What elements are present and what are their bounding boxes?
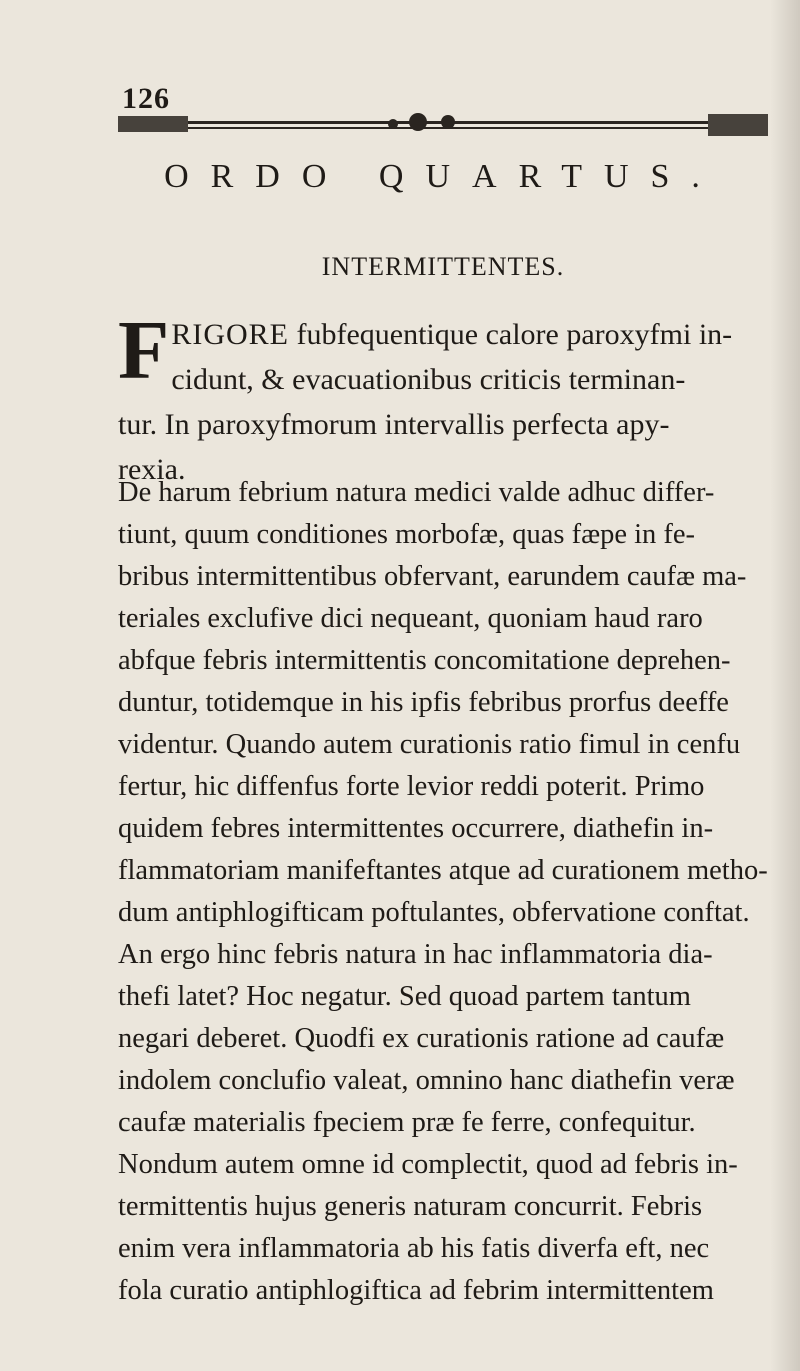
- decorative-head-rule-icon: [118, 110, 768, 140]
- page-number: 126: [122, 82, 170, 115]
- paragraph-main: [118, 472, 773, 1312]
- lead-word: RIGORE: [171, 318, 289, 351]
- paragraph-line: fertur, hic diffenfus forte levior reddi poterit. Primo: [118, 771, 705, 802]
- section-subtitle: INTERMITTENTES.: [321, 252, 565, 281]
- page-edge-shadow: [770, 0, 800, 1371]
- paragraph-line: enim vera inflammatoria ab his fatis diverfa eft, nec: [118, 1233, 710, 1264]
- paragraph-line: caufæ materialis fpeciem præ fe ferre, confequitur.: [118, 1107, 696, 1138]
- paragraph-line: thefi latet? Hoc negatur. Sed quoad partem tantum: [118, 981, 691, 1012]
- paragraph-line: flammatoriam manifeftantes atque ad curationem metho-: [118, 855, 768, 886]
- paragraph-line: indolem conclufio valeat, omnino hanc diathefin veræ: [118, 1065, 735, 1096]
- paragraph-line: An ergo hinc febris natura in hac inflammatoria dia-: [118, 939, 713, 970]
- paragraph-line: videntur. Quando autem curationis ratio fimul in cenfu: [118, 729, 741, 760]
- paragraph-line: teriales exclufive dici nequeant, quoniam haud raro: [118, 603, 703, 634]
- section-title: ORDO QUARTUS.: [164, 158, 722, 195]
- paragraph-line: termittentis hujus generis naturam concurrit. Febris: [118, 1191, 703, 1222]
- paragraph-line: quidem febres intermittentes occurrere, diathefin in-: [118, 813, 714, 844]
- paragraph-line: bribus intermittentibus obfervant, earundem caufæ ma-: [118, 561, 747, 592]
- paragraph-line: cidunt, & evacuationibus criticis terminan-: [171, 363, 686, 396]
- paragraph-line: Nondum autem omne id complectit, quod ad febris in-: [118, 1149, 738, 1180]
- paragraph-line: fola curatio antiphlogiftica ad febrim intermittentem: [118, 1275, 714, 1306]
- paragraph-line: dum antiphlogifticam poftulantes, obfervatione conftat.: [118, 897, 750, 928]
- paragraph-line: duntur, totidemque in his ipfis febribus prorfus deeffe: [118, 687, 729, 718]
- paragraph-line: De harum febrium natura medici valde adhuc differ-: [118, 477, 715, 508]
- drop-cap: F: [118, 304, 170, 397]
- paragraph-line: tur. In paroxyfmorum intervallis perfecta apy-: [118, 408, 670, 441]
- paragraph-line: rexia.: [118, 453, 186, 486]
- paragraph-line: RIGORE fubfequentique calore paroxyfmi in-: [171, 318, 733, 351]
- paragraph-intro: [118, 304, 773, 492]
- paragraph-line: tiunt, quum conditiones morbofæ, quas fæpe in fe-: [118, 519, 696, 550]
- paragraph-line: abfque febris intermittentis concomitatione deprehen-: [118, 645, 731, 676]
- paragraph-line: negari deberet. Quodfi ex curationis ratione ad caufæ: [118, 1023, 725, 1054]
